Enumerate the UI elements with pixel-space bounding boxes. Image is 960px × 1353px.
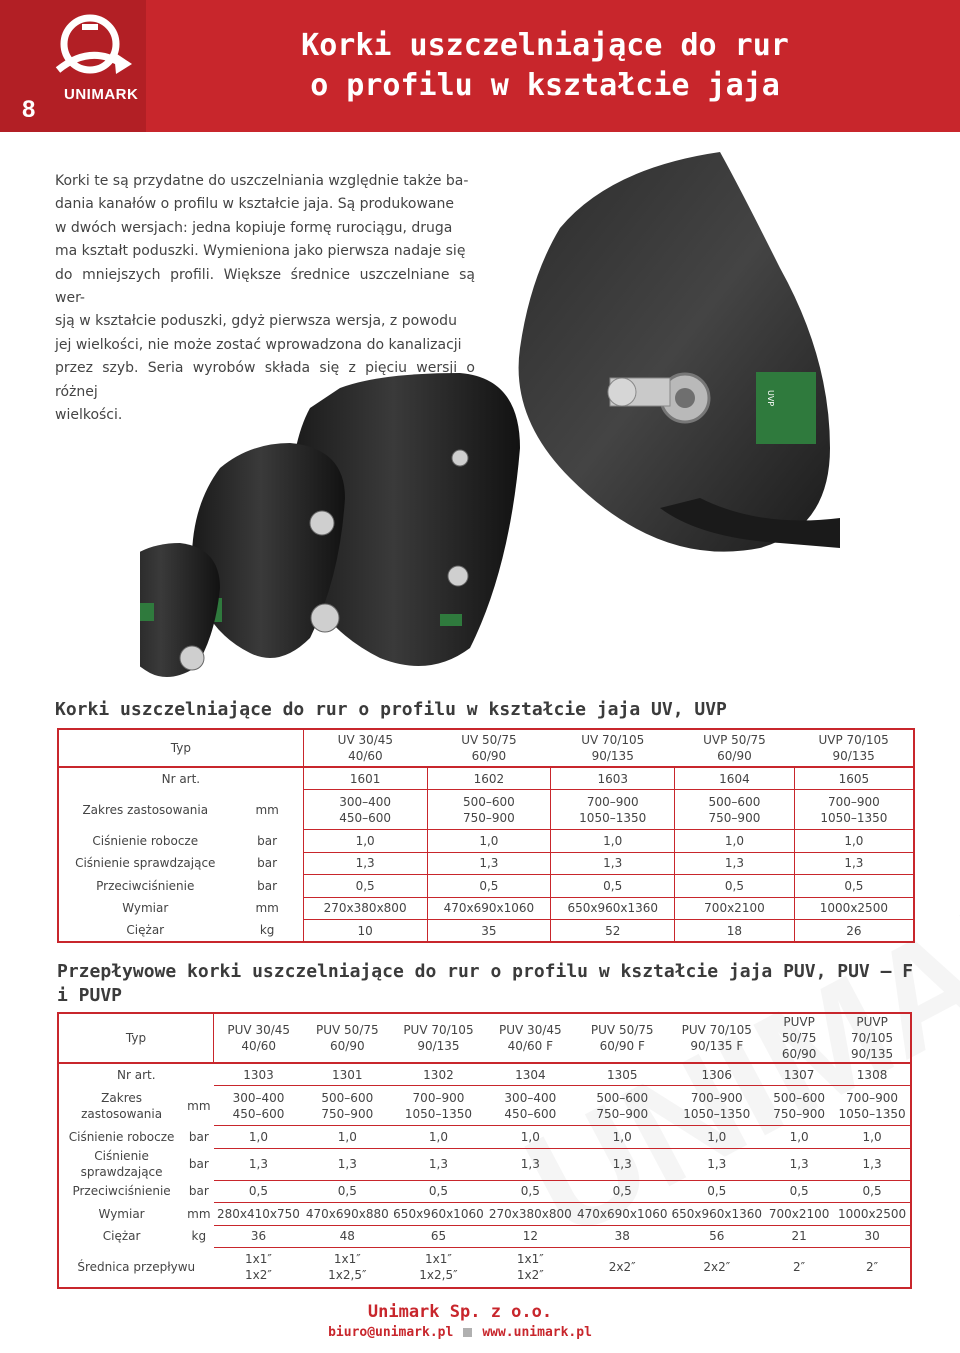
row-unit: bar	[257, 856, 278, 871]
contact-line	[0, 1324, 920, 1342]
cell-line: 750–900	[773, 1106, 826, 1121]
cell-line: 300–400	[232, 1090, 285, 1105]
type-line: 40/60	[241, 1039, 277, 1053]
table-cell: 1,3	[794, 852, 914, 875]
type-cell	[303, 729, 427, 767]
table-row	[58, 875, 914, 898]
cell-line: 500–600	[773, 1090, 826, 1105]
table2-title	[57, 960, 937, 1008]
intro-line: wielkości.	[55, 407, 123, 424]
table-cell: 1301	[303, 1063, 391, 1086]
table-cell: 1601	[303, 767, 427, 790]
egg-plug-label	[440, 614, 462, 626]
cell-line: 1x1″	[425, 1252, 452, 1267]
type-cell	[303, 1013, 391, 1063]
table-cell: 1,0	[834, 1126, 911, 1149]
table-cell: 2″	[834, 1248, 911, 1288]
table-cell: 1306	[670, 1063, 765, 1086]
type-line: UVP 70/105	[818, 733, 889, 747]
cell-line: 500–600	[321, 1090, 374, 1105]
table-cell: 1307	[764, 1063, 834, 1086]
cell-line: 1050–1350	[683, 1106, 751, 1121]
table-cell: 1,0	[551, 830, 675, 853]
row-label: Wymiar	[58, 897, 232, 920]
row-label: Zakres zastosowania	[58, 1086, 184, 1126]
table-cell	[214, 1086, 304, 1126]
type-cell	[575, 1013, 670, 1063]
type-line: PUV 70/105	[403, 1023, 474, 1037]
table-row	[58, 852, 914, 875]
cell-line: 750–900	[463, 810, 515, 825]
table-cell	[794, 790, 914, 830]
brand-name: UNIMARK	[64, 86, 139, 103]
type-cell	[670, 1013, 765, 1063]
cell-line: 1x2,5″	[419, 1268, 458, 1283]
table-cell	[303, 1248, 391, 1288]
table-cell: 0,5	[575, 1180, 670, 1203]
table-cell: 1,3	[575, 1148, 670, 1180]
table-cell: 1602	[427, 767, 551, 790]
row-label: Ciężar	[58, 920, 232, 943]
type-cell	[794, 729, 914, 767]
cell-line: 450–600	[504, 1106, 557, 1121]
table-cell: 650x960x1060	[391, 1203, 486, 1226]
cell-line: 700–900	[586, 794, 639, 809]
cell-line: 1x2″	[245, 1268, 272, 1283]
cell-line: 1050–1350	[838, 1106, 906, 1121]
cell-line: 1x1″	[516, 1252, 544, 1267]
title-line-2: o profilu w kształcie jaja	[310, 68, 780, 103]
type-line: UV 30/45	[337, 733, 394, 747]
table-cell: 470x690x880	[303, 1203, 391, 1226]
table-cell	[303, 1086, 391, 1126]
page-header	[0, 0, 960, 132]
page-title	[150, 26, 940, 106]
intro-line: sją w kształcie poduszki, gdyż pierwsza wersja, z powodu	[55, 313, 457, 330]
intro-line: Korki te są przydatne do uszczelniania względnie także ba-	[55, 173, 469, 189]
row-unit: mm	[187, 1206, 211, 1221]
row-label: Nr art.	[58, 767, 303, 790]
type-line: UV 50/75	[461, 733, 517, 747]
type-cell	[551, 729, 675, 767]
type-line: 60/90	[471, 749, 507, 763]
table-cell: 1,3	[303, 1148, 391, 1180]
table-cell: 2x2″	[670, 1248, 765, 1288]
unimark-logo-icon	[52, 14, 138, 92]
row-unit: bar	[188, 1129, 209, 1144]
table-row	[58, 1180, 911, 1203]
row-label: Średnica przepływu	[58, 1248, 214, 1288]
table-cell: 56	[670, 1225, 765, 1248]
table-cell: 1,3	[834, 1148, 911, 1180]
table-cell: 1,0	[303, 830, 427, 853]
table-cell: 280x410x750	[214, 1203, 304, 1226]
table-cell: 65	[391, 1225, 486, 1248]
table-cell: 1,3	[214, 1148, 304, 1180]
row-label: Ciśnienie robocze	[58, 830, 232, 853]
type-cell	[391, 1013, 486, 1063]
intro-line: jej wielkości, nie może zostać wprowadzona do kanalizacji	[55, 336, 462, 353]
intro-line: w dwóch wersjach: jedna kopiuje formę rurociągu, druga	[55, 219, 453, 236]
table-cell: 470x690x1060	[575, 1203, 670, 1226]
table-cell: 0,5	[834, 1180, 911, 1203]
page-footer	[0, 1300, 920, 1342]
table-cell: 270x380x800	[303, 897, 427, 920]
table-cell: 1304	[486, 1063, 575, 1086]
table-cell: 1,3	[303, 852, 427, 875]
table-cell: 0,5	[764, 1180, 834, 1203]
table-cell: 0,5	[675, 875, 795, 898]
table-cell	[391, 1248, 486, 1288]
table-cell: 1,0	[427, 830, 551, 853]
cell-line: 1x2,5″	[328, 1268, 367, 1283]
table-row	[58, 897, 914, 920]
row-label: Przeciwciśnienie	[58, 875, 232, 898]
table-row	[58, 920, 914, 943]
cell-line: 700–900	[412, 1090, 465, 1105]
type-line: 60/90	[781, 1047, 817, 1061]
type-line: UVP 50/75	[703, 733, 766, 747]
table-cell: 0,5	[303, 1180, 391, 1203]
table-cell: 1,0	[794, 830, 914, 853]
table-row	[58, 1063, 911, 1086]
table-cell	[551, 790, 675, 830]
table-cell	[214, 1248, 304, 1288]
table-cell: 1305	[575, 1063, 670, 1086]
table-cell: 1,3	[486, 1148, 575, 1180]
type-cell	[834, 1013, 911, 1063]
table1	[57, 728, 915, 943]
title-line-1: Korki uszczelniające do rur	[301, 28, 789, 63]
table-cell: 1302	[391, 1063, 486, 1086]
type-cell	[675, 729, 795, 767]
table-cell	[670, 1086, 765, 1126]
table-cell	[575, 1086, 670, 1126]
table-cell	[834, 1086, 911, 1126]
type-line: 90/135 F	[690, 1039, 744, 1053]
type-line: UV 70/105	[581, 733, 645, 747]
table-cell: 1,0	[575, 1126, 670, 1149]
row-unit: bar	[257, 878, 278, 893]
table-cell: 0,5	[794, 875, 914, 898]
table-cell: 1,0	[675, 830, 795, 853]
table-cell: 30	[834, 1225, 911, 1248]
egg-plug-small-label	[140, 603, 154, 621]
type-line: 40/60	[348, 749, 383, 763]
table-cell: 0,5	[670, 1180, 765, 1203]
row-unit: bar	[188, 1184, 209, 1199]
cell-line: 750–900	[321, 1106, 374, 1121]
intro-line: do mniejszych profili. Większe średnice uszczelniane są wer-	[55, 266, 475, 307]
table-cell: 0,5	[551, 875, 675, 898]
type-cell	[486, 1013, 575, 1063]
cell-line: 700–900	[690, 1090, 743, 1105]
cell-line: 1x2″	[516, 1268, 544, 1283]
table-cell: 35	[427, 920, 551, 943]
row-label: Ciśnienie robocze	[58, 1126, 184, 1149]
table-cell: 1308	[834, 1063, 911, 1086]
table-row	[58, 767, 914, 790]
email-link[interactable]: biuro@unimark.pl	[328, 1325, 454, 1340]
type-cell	[214, 1013, 304, 1063]
table-cell	[391, 1086, 486, 1126]
table-row	[58, 1086, 911, 1126]
row-unit: kg	[191, 1229, 207, 1244]
website-link[interactable]: www.unimark.pl	[482, 1325, 592, 1340]
cell-line: 1x1″	[245, 1252, 272, 1267]
table-row	[58, 830, 914, 853]
table-row	[58, 1126, 911, 1149]
table-cell: 270x380x800	[486, 1203, 575, 1226]
table-cell: 1,0	[214, 1126, 304, 1149]
row-unit: bar	[257, 833, 278, 848]
cell-line: 700–900	[846, 1090, 898, 1105]
cell-line: 1050–1350	[820, 810, 888, 825]
type-line: PUV 50/75	[590, 1023, 654, 1037]
row-unit: bar	[188, 1157, 209, 1171]
row-unit: mm	[255, 802, 279, 817]
table-row	[58, 1225, 911, 1248]
type-line: 60/90	[330, 1039, 365, 1053]
type-line: PUV 30/45	[227, 1023, 291, 1037]
cell-line: 700–900	[827, 794, 880, 809]
row-label: Przeciwciśnienie	[58, 1180, 184, 1203]
table-cell: 700x2100	[764, 1203, 834, 1226]
table-cell: 1303	[214, 1063, 304, 1086]
type-label: Typ	[58, 729, 303, 767]
intro-line: ma kształt poduszki. Wymieniona jako pierwsza nadaje się	[55, 243, 466, 260]
cell-line: 1050–1350	[579, 810, 647, 825]
table-row	[58, 790, 914, 830]
table-cell: 1,3	[675, 852, 795, 875]
row-unit: kg	[232, 920, 304, 943]
table-cell: 0,5	[391, 1180, 486, 1203]
type-line: 60/90	[717, 749, 752, 763]
intro-line: dania kanałów o profilu w kształcie jaja. Są produkowane	[55, 196, 454, 213]
table-cell	[675, 790, 795, 830]
type-line: 90/135	[417, 1039, 460, 1053]
table-cell: 1,3	[551, 852, 675, 875]
table2-title-line-2: i PUVP	[57, 985, 123, 1006]
table-cell: 1605	[794, 767, 914, 790]
row-label: Zakres zastosowania	[58, 790, 232, 830]
table-cell: 1603	[551, 767, 675, 790]
type-line: 90/135	[591, 749, 634, 763]
table-cell: 1,0	[303, 1126, 391, 1149]
table-cell: 2″	[764, 1248, 834, 1288]
product-photo	[140, 148, 960, 688]
type-line: PUV 50/75	[316, 1023, 379, 1037]
separator-square-icon	[463, 1328, 472, 1337]
table-cell	[486, 1086, 575, 1126]
row-label: Ciśnienie sprawdzające	[58, 852, 232, 875]
logo-panel	[0, 0, 146, 132]
table-cell: 21	[764, 1225, 834, 1248]
cell-line: 300–400	[504, 1090, 557, 1105]
cell-line: 300–400	[339, 794, 392, 809]
table-cell: 36	[214, 1225, 304, 1248]
pillow-plug	[519, 152, 830, 552]
table-cell: 48	[303, 1225, 391, 1248]
table-cell: 1,0	[391, 1126, 486, 1149]
table-row	[58, 1148, 911, 1180]
type-line: 90/135	[832, 749, 875, 763]
table-cell	[486, 1248, 575, 1288]
type-line: 40/60 F	[507, 1039, 553, 1053]
cell-line: 500–600	[596, 1090, 649, 1105]
table-cell: 26	[794, 920, 914, 943]
cell-line: 450–600	[232, 1106, 285, 1121]
table-cell: 12	[486, 1225, 575, 1248]
type-line: 60/90 F	[599, 1039, 645, 1053]
table-row	[58, 1203, 911, 1226]
company-name: Unimark Sp. z o.o.	[367, 1302, 553, 1322]
row-label: Nr art.	[58, 1063, 214, 1086]
type-line: PUVP 70/105	[850, 1015, 894, 1045]
table-cell: 18	[675, 920, 795, 943]
table-cell: 470x690x1060	[427, 897, 551, 920]
pillow-label-text: UVP	[766, 390, 775, 407]
page-number: 8	[22, 96, 36, 123]
cell-line: 500–600	[708, 794, 761, 809]
type-cell	[427, 729, 551, 767]
cell-line: 1050–1350	[404, 1106, 472, 1121]
table-cell: 38	[575, 1225, 670, 1248]
cell-line: 450–600	[339, 810, 392, 825]
table-row	[58, 1248, 911, 1288]
table1-header-row	[58, 729, 914, 767]
table-cell: 1,3	[670, 1148, 765, 1180]
table-cell: 2x2″	[575, 1248, 670, 1288]
row-label: Ciężar	[58, 1225, 184, 1248]
table-cell: 650x960x1360	[670, 1203, 765, 1226]
pillow-label	[756, 372, 816, 444]
table-cell: 10	[303, 920, 427, 943]
intro-line: przez szyb. Seria wyrobów składa się z pięciu wersji o różnej	[55, 360, 475, 400]
table-cell: 0,5	[303, 875, 427, 898]
table-cell: 1,3	[391, 1148, 486, 1180]
table-cell: 1,3	[764, 1148, 834, 1180]
row-unit: mm	[255, 901, 279, 916]
table-cell: 1000x2500	[834, 1203, 911, 1226]
table-cell	[427, 790, 551, 830]
type-line: PUV 30/45	[499, 1023, 562, 1037]
type-label: Typ	[58, 1013, 214, 1063]
table2-header-row	[58, 1013, 911, 1063]
type-line: 90/135	[850, 1047, 894, 1061]
type-line: PUVP 50/75	[781, 1015, 817, 1045]
table-cell: 0,5	[214, 1180, 304, 1203]
table2-title-line-1: Przepływowe korki uszczelniające do rur o profilu w kształcie jaja PUV, PUV – F	[57, 961, 914, 982]
cell-line: 750–900	[708, 810, 761, 825]
table-cell: 1,0	[670, 1126, 765, 1149]
table-cell	[303, 790, 427, 830]
table2	[57, 1012, 912, 1289]
table-cell: 1604	[675, 767, 795, 790]
table-cell	[764, 1086, 834, 1126]
row-label: Ciśnienie sprawdzające	[58, 1148, 184, 1180]
type-cell	[764, 1013, 834, 1063]
cell-line: 1x1″	[333, 1252, 361, 1267]
cell-line: 750–900	[596, 1106, 649, 1121]
row-label: Wymiar	[58, 1203, 184, 1226]
table-cell: 52	[551, 920, 675, 943]
table-cell: 700x2100	[675, 897, 795, 920]
type-line: PUV 70/105	[681, 1023, 752, 1037]
row-unit: mm	[187, 1098, 211, 1113]
table-cell: 0,5	[486, 1180, 575, 1203]
table-cell: 0,5	[427, 875, 551, 898]
table-cell: 1,0	[486, 1126, 575, 1149]
table1-title: Korki uszczelniające do rur o profilu w kształcie jaja UV, UVP	[55, 699, 727, 720]
table-cell: 1,0	[764, 1126, 834, 1149]
table-cell: 1,3	[427, 852, 551, 875]
table-cell: 1000x2500	[794, 897, 914, 920]
table-cell: 650x960x1360	[551, 897, 675, 920]
cell-line: 500–600	[463, 794, 515, 809]
